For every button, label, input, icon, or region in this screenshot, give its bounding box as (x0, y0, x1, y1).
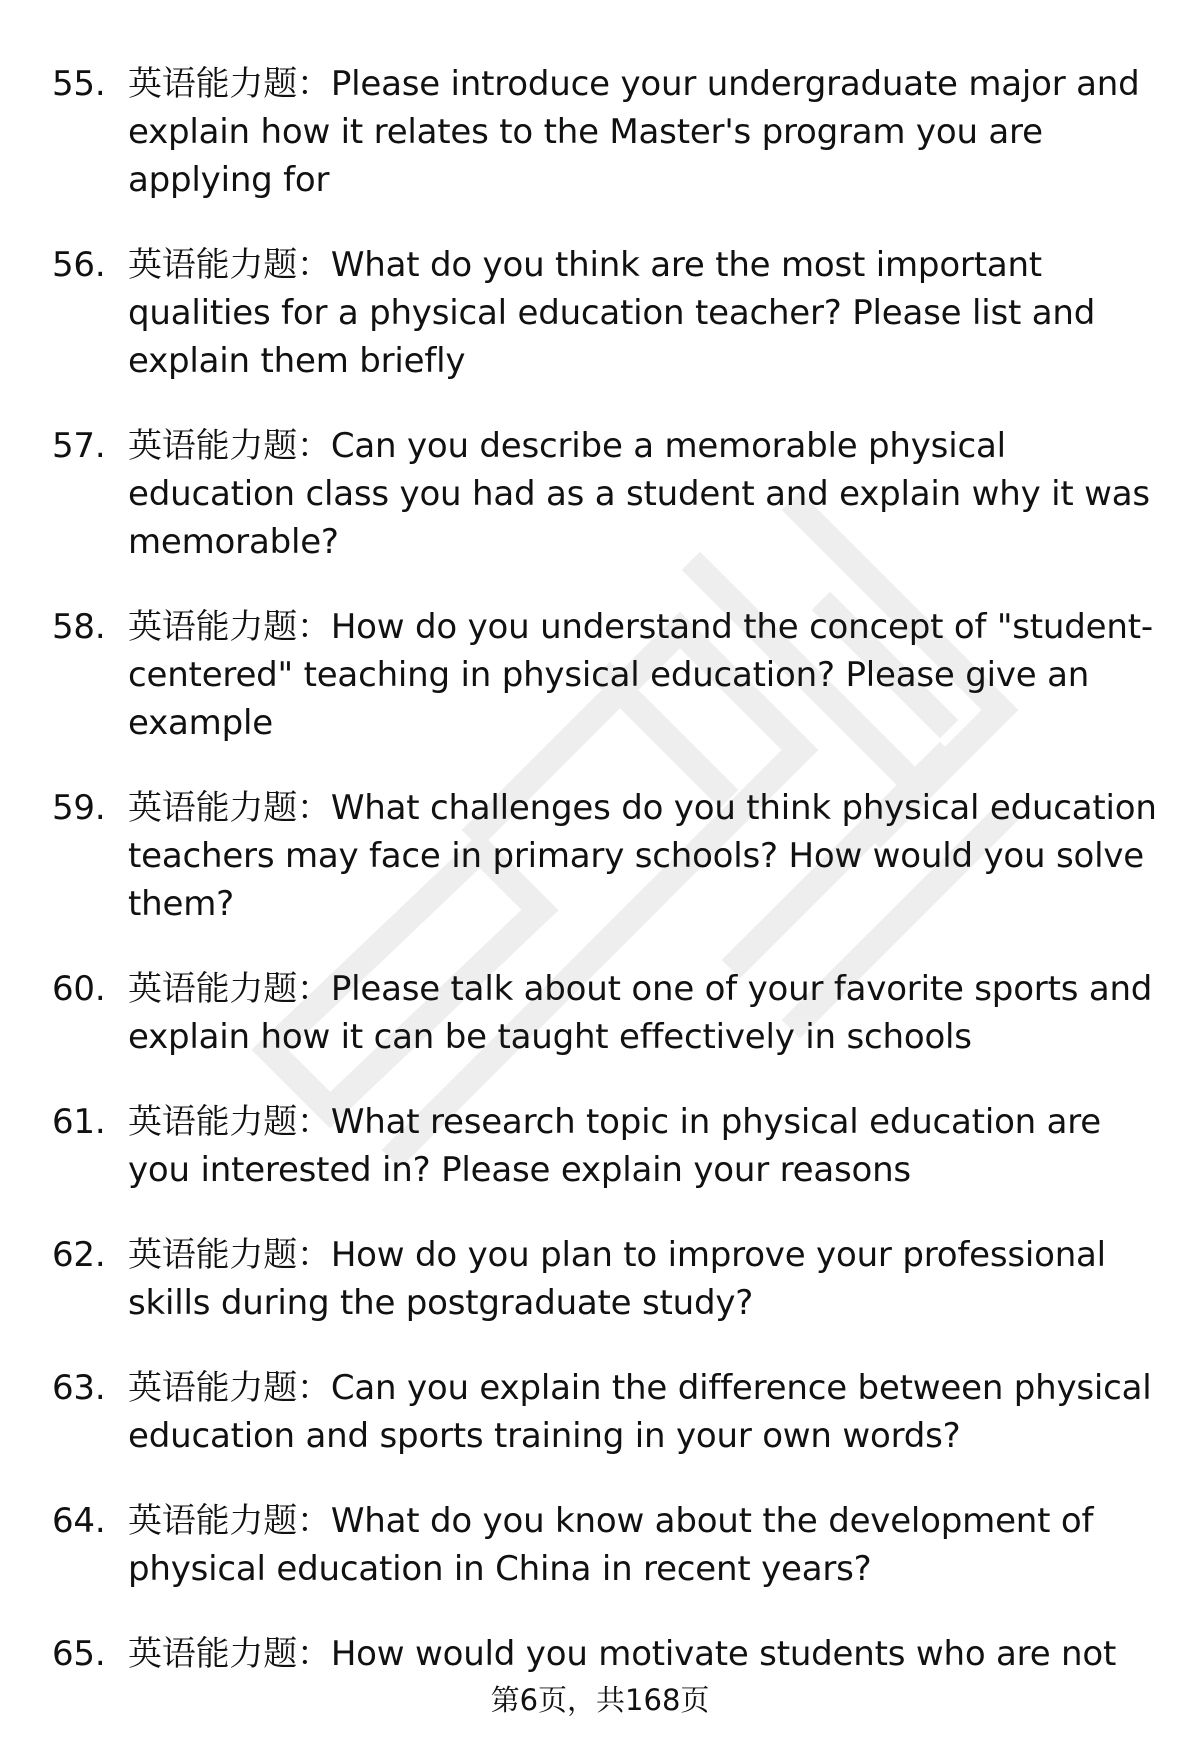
question-text: Can you describe a memorable physical education class you had as a student and explain why it was memorable? (128, 426, 1150, 562)
question-item (52, 1497, 1162, 1593)
question-text: How do you plan to improve your professional skills during the postgraduate study? (128, 1235, 1106, 1323)
question-prefix: 英语能力题： (128, 969, 331, 1009)
question-number: 61. (52, 1102, 106, 1142)
question-item (52, 1231, 1162, 1327)
question-item (52, 784, 1162, 928)
question-prefix: 英语能力题： (128, 1368, 331, 1408)
question-item (52, 965, 1162, 1061)
question-prefix: 英语能力题： (128, 607, 331, 647)
question-number: 59. (52, 788, 106, 828)
question-number: 55. (52, 64, 106, 104)
question-number: 64. (52, 1501, 106, 1541)
question-prefix: 英语能力题： (128, 1102, 331, 1142)
question-number: 60. (52, 969, 106, 1009)
question-text: Please talk about one of your favorite sports and explain how it can be taught effectively in schools (128, 969, 1153, 1057)
question-number: 57. (52, 426, 106, 466)
question-list (52, 60, 1162, 1715)
question-prefix: 英语能力题： (128, 788, 331, 828)
question-number: 62. (52, 1235, 106, 1275)
question-text: What do you know about the development of physical education in China in recent years? (128, 1501, 1094, 1589)
question-prefix: 英语能力题： (128, 1634, 331, 1674)
question-number: 56. (52, 245, 106, 285)
question-item (52, 422, 1162, 566)
question-text: Please introduce your undergraduate major and explain how it relates to the Master's program you are applying for (128, 64, 1140, 200)
question-text: Can you explain the difference between physical education and sports training in your own words? (128, 1368, 1152, 1456)
question-item (52, 60, 1162, 204)
question-item (52, 603, 1162, 747)
page-footer: 第6页，共168页 (490, 1683, 710, 1717)
question-prefix: 英语能力题： (128, 1235, 331, 1275)
question-text: How do you understand the concept of "student-centered" teaching in physical education? Please give an example (128, 607, 1153, 743)
question-number: 65. (52, 1634, 106, 1674)
question-text: How would you motivate students who are not (330, 1634, 1117, 1674)
question-prefix: 英语能力题： (128, 64, 331, 104)
question-number: 63. (52, 1368, 106, 1408)
question-text: What challenges do you think physical education teachers may face in primary schools? How would you solve them? (128, 788, 1157, 924)
question-item (52, 1098, 1162, 1194)
question-item (52, 1364, 1162, 1460)
question-text: What do you think are the most important qualities for a physical education teacher? Please list and explain them briefly (128, 245, 1096, 381)
question-number: 58. (52, 607, 106, 647)
question-prefix: 英语能力题： (128, 1501, 331, 1541)
question-item (52, 1630, 1162, 1678)
question-prefix: 英语能力题： (128, 426, 331, 466)
question-prefix: 英语能力题： (128, 245, 331, 285)
question-text: What research topic in physical education are you interested in? Please explain your reasons (128, 1102, 1102, 1190)
question-item (52, 241, 1162, 385)
